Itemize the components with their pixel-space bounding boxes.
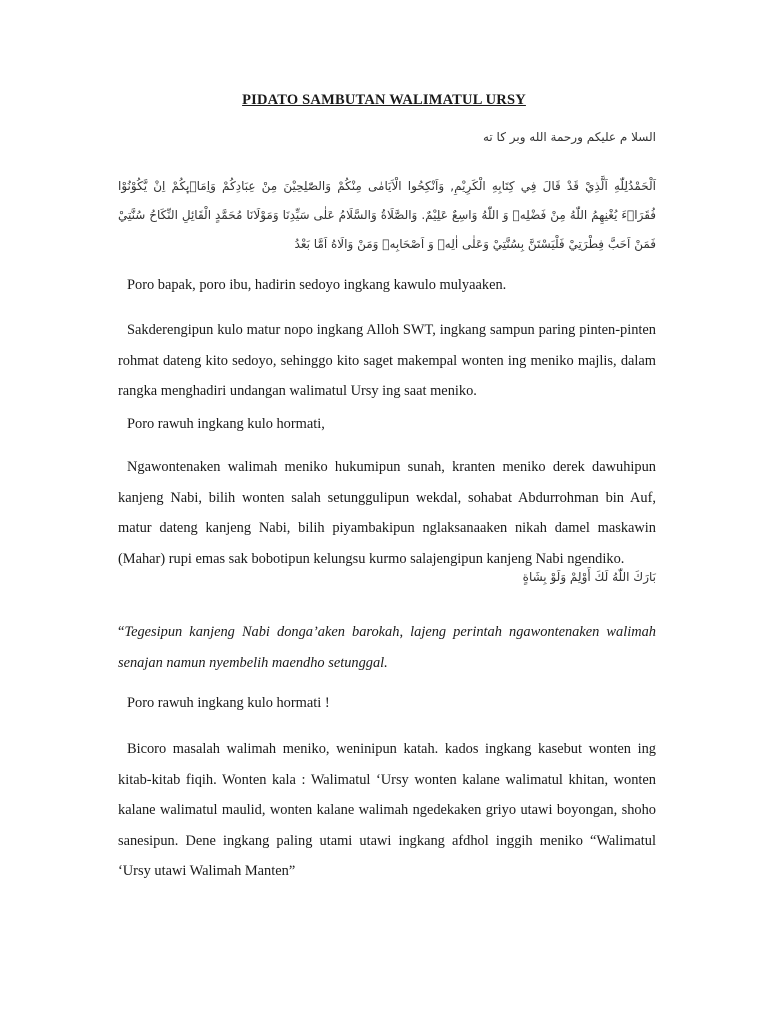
paragraph-hormati-2: Poro rawuh ingkang kulo hormati ! [127, 695, 330, 711]
arabic-opening-text: اَلْحَمْدُلِلّٰهِ اَلَّذِيْ قَدْ قَالَ فِي كِتَابِهِ الْكَرِيْمِ, وَاَنْكِحُوا الْاَيَامٰى مِنْكُمْ وَالصّٰلِحِيْنَ مِنْ عِبَادِكُمْ وَاِمَاۤىِٕكُمْ اِنْ يَّكُوْنُوْا فُقَرَاۤءَ يُغْنِهِمُ اللّٰهُ مِنْ فَضْلِهٖ وَ اللّٰهُ وَاسِعٌ عَلِيْمٌ. وَالصَّلَاةُ وَالسَّلَامُ عَلٰى سَيِّدِنَا وَمَوْلَانَا مُحَمَّدٍ الْقَائِلِ النِّكَاحُ سُنَّتِيْ فَمَنْ اَحَبَّ فِطْرَتِيْ فَلْيَسْتَنَّ بِسُنَّتِيْ وَعَلٰى اٰلِهٖ وَ اَصْحَابِهٖ وَمَنْ وَالَاهُ اَمَّا بَعْدُ [118, 179, 656, 251]
arabic-hadith: بَارَكَ اللّٰهُ لَكَ أَوْلِمْ وَلَوْ بِشَاةٍ [522, 570, 656, 584]
paragraph-hormati: Poro rawuh ingkang kulo hormati, [127, 416, 325, 432]
translation-text: Tegesipun kanjeng Nabi donga’aken barokah, lajeng perintah ngawontenaken walimah senajan namun nyembelih maendho setunggal. [118, 624, 656, 671]
document-title: PIDATO SAMBUTAN WALIMATUL URSY [242, 92, 526, 108]
paragraph-greeting: Poro bapak, poro ibu, hadirin sedoyo ingkang kawulo mulyaaken. [127, 277, 507, 293]
paragraph-translation [118, 617, 656, 678]
paragraph-opening-thanks: Sakderengipun kulo matur nopo ingkang Alloh SWT, ingkang sampun paring pinten-pinten rohmat dateng kito sedoyo, sehinggo kito saget makempal wonten ing meniko majlis, dalam rangka menghadiri undangan walimatul Ursy ing saat meniko. [118, 322, 656, 399]
translation-open-quote: “ [118, 624, 125, 640]
paragraph-walimah-types: Bicoro masalah walimah meniko, weninipun katah. kados ingkang kasebut wonten ing kitab-kitab fiqih. Wonten kala : Walimatul ‘Ursy wonten kalane walimatul khitan, wonten kalane walimatul maulid, wonten kalane walimah ngedekaken griyo utawi boyongan, shoho sanesipun. Dene ingkang paling utami utawi ingkang afdhol inggih meniko “Walimatul ‘Ursy utawi Walimah Manten” [118, 741, 656, 879]
arabic-salam: السلا م عليكم ورحمة الله وبر كا ته [482, 130, 656, 144]
paragraph-walimah-sunah: Ngawontenaken walimah meniko hukumipun sunah, kranten meniko derek dawuhipun kanjeng Nabi, bilih wonten salah setunggulipun wekdal, sohabat Abdurrohman bin Auf, matur dateng kanjeng Nabi, bilih piyambakipun nglaksanaaken nikah damel maskawin (Mahar) rupi emas sak bobotipun kelungsu kurmo salajengipun kanjeng Nabi ngendiko. [118, 459, 656, 567]
